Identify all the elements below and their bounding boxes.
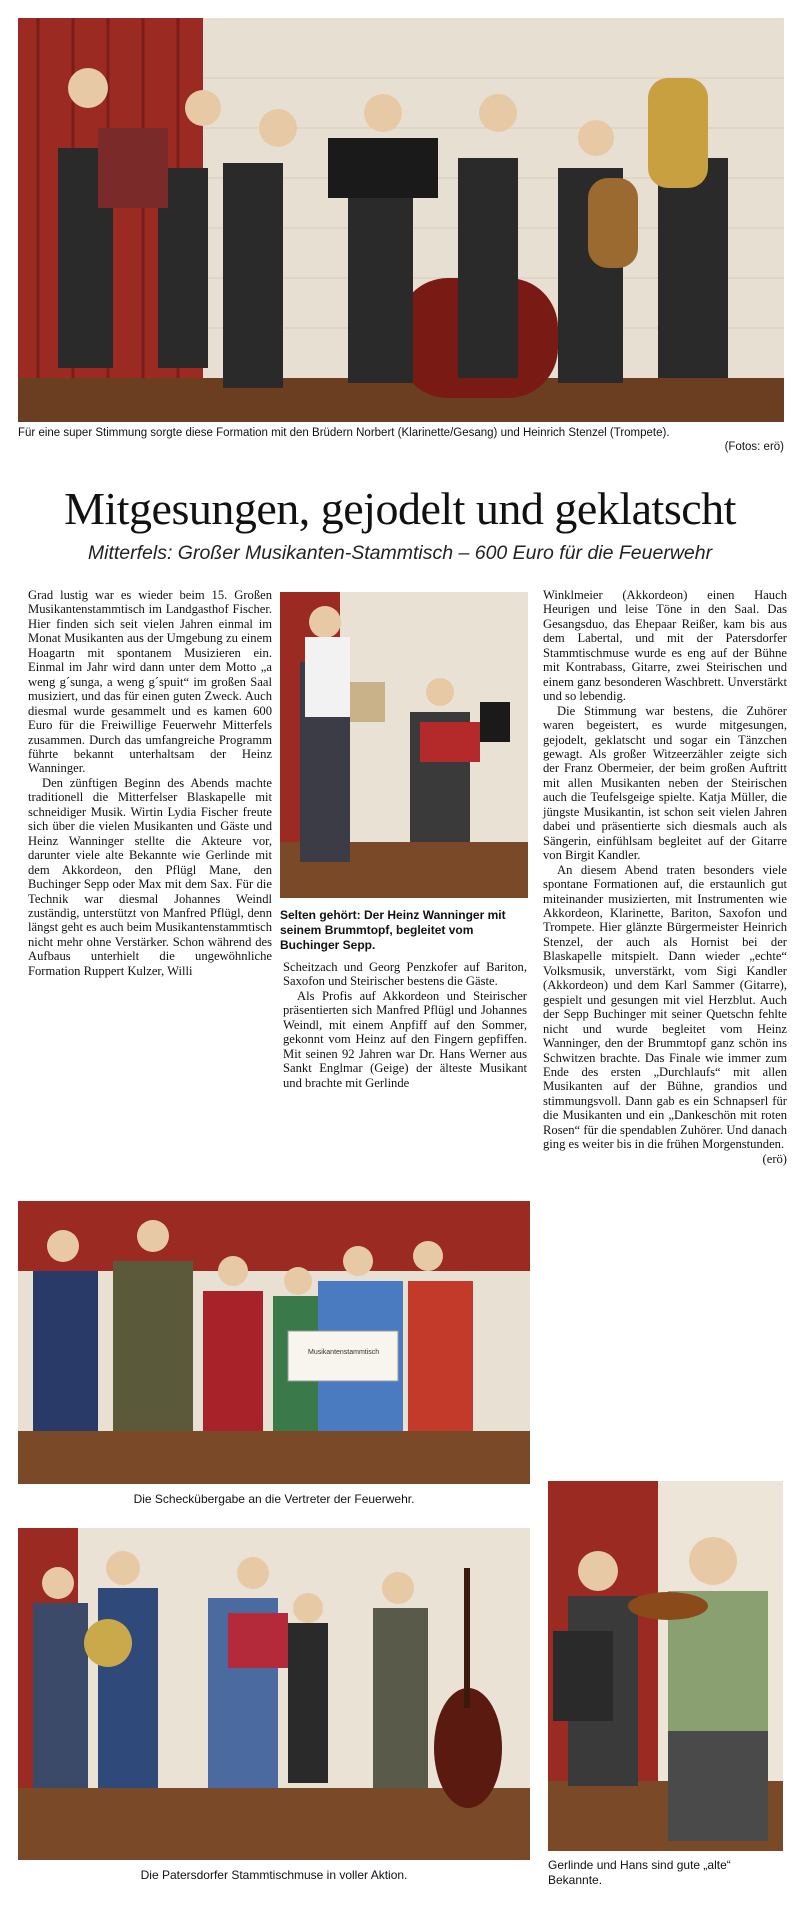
check-label: Musikantenstammtisch	[308, 1349, 380, 1356]
photo-gerlinde-hans	[548, 1481, 783, 1851]
article-column-3	[543, 588, 787, 1468]
photo-patersdorfer	[18, 1528, 530, 1860]
top-caption-text: Für eine super Stimmung sorgte diese Formation mit den Brüdern Norbert (Klarinette/Gesang) und Heinrich Stenzel (Trompete).	[18, 427, 670, 439]
top-caption	[18, 426, 784, 440]
author-signature: (erö)	[762, 1151, 787, 1166]
headline: Mitgesungen, gejodelt und geklatscht	[64, 483, 736, 534]
check-caption: Die Scheckübergabe an die Vertreter der Feuerwehr.	[133, 1492, 415, 1506]
paragraph: Scheitzach und Georg Penzkofer auf Bariton, Saxofon und Steirischer bestens die Gäste.	[283, 960, 527, 989]
paragraph: Den zünftigen Beginn des Abends machte traditionell die Mitterfelser Blaskapelle mit schneidiger Musik. Wirtin Lydia Fischer freute sich über die vielen Musikanten und Gäste und Heinz Wanninger stellte die Akteure vor, darunter viele alte Bekannte wie Gerlinde mit dem Akkordeon, den Pflügl Mane, den Buchinger Sepp oder Max mit dem Sax. Für die Technik war diesmal Johannes Weindl zuständig, unterstützt von Manfred Pflügl, denn längst geht es auch beim Musikantenstammtisch nicht mehr ohne Verstärker. Schon während des Aufbaus unterhielt die ungewöhnliche Formation Ruppert Kulzer, Willi	[28, 775, 272, 978]
photo-credit: (Fotos: erö)	[724, 441, 784, 453]
paragraph: An diesem Abend traten besonders viele spontane Formationen auf, die erstaunlich gut miteinander musizierten, mit Instrumenten wie Akkordeon, Klarinette, Bariton, Saxofon und Trompete. Hier glänzte Bürgermeister Heinrich Stenzel, der auch als Hornist bei der Blaskapelle mitspielt. Dann wieder „echte“ Volksmusik, unverstärkt, vom Sigi Kandler (Akkordeon) und dem Karl Sammer (Gitarre), gespielt und gesungen mit viel Herzblut. Auch der Sepp Buchinger mit seiner Quetschn fehlte nicht und wurde begleitet vom Heinz Wanninger, den der Brummtopf ganz schön ins Schwitzen brachte. Das Finale wie immer zum Ende des ersten „Durchlaufs“ mit allen Musikanten auf der Bühne, grandios und stimmungsvoll. Dann gab es ein Schnapserl für die Musikanten und ein „Dankeschön mit roten Rosen“ für die spendablen Zuhörer. Und danach ging es weiter bis in die frühen Morgenstunden.	[543, 862, 787, 1152]
photo-brummtopf	[280, 592, 528, 898]
bottom-left-caption: Die Patersdorfer Stammtischmuse in voller Aktion.	[140, 1868, 408, 1882]
bottom-right-caption: Gerlinde und Hans sind gute „alte“ Bekannte.	[548, 1858, 731, 1887]
photo-check-handover	[18, 1201, 530, 1484]
paragraph: Als Profis auf Akkordeon und Steirischer präsentierten sich Manfred Pflügl und Johannes Weindl, mit einem Anpfiff auf den Sommer, gekonnt vom Heinz auf den Fingern gepfiffen. Mit seinen 92 Jahren war Dr. Hans Werner aus Sankt Englmar (Geige) der älteste Musikant und brachte mit Gerlinde	[283, 988, 527, 1090]
article-column-1	[28, 588, 272, 1186]
paragraph: Die Stimmung war bestens, die Zuhörer waren begeistert, es wurde mitgesungen, gejodelt, geklatscht und sogar ein Tänzchen gewagt. Als großer Witzeerzähler zeigte sich der Franz Obermeier, der beim großen Auftritt mit allen Musikanten neben der Steirischen auch die Teufelsgeige spielte. Katja Müller, die jüngste Musikantin, ist schon seit vielen Jahren dabei und präsentierte sich diesmals auch als Sängerin, einfühlsam begleitet auf der Gitarre von Birgit Kandler.	[543, 703, 787, 863]
subheadline: Mitterfels: Großer Musikanten-Stammtisch – 600 Euro für die Feuerwehr	[87, 542, 713, 564]
paragraph: Winklmeier (Akkordeon) einen Hauch Heurigen und leise Töne in den Saal. Das Gesangsduo, das Ehepaar Reißer, kam bis aus dem Labertal, und mit der Patersdorfer Stammtischmuse wurde es eng auf der Bühne mit Kontrabass, Gitarre, zwei Steirischen und einem ganz besonderen Waschbrett. Unverstärkt und so lebendig.	[543, 588, 787, 704]
article-column-2	[283, 960, 527, 1186]
paragraph: Grad lustig war es wieder beim 15. Großen Musikantenstammtisch im Landgasthof Fischer. Hier finden sich seit vielen Jahren einmal im Monat Musikanten aus der Umgebung zu einem Hoagartn mit spontanem Musizieren ein. Einmal im Jahr wird dann unter dem Motto „a weng g´sunga, a weng g´spuit“ im großen Saal musiziert, und das für einen guten Zweck. Auch diesmal wurde gesammelt und es kamen 600 Euro für die Freiwillige Feuerwehr Mitterfels zusammen. Durch das umfangreiche Programm führte bekannt unterhaltsam der Heinz Wanninger.	[28, 588, 272, 776]
middle-caption: Selten gehört: Der Heinz Wanninger mit seinem Brummtopf, begleitet vom Buchinger Sepp.	[280, 908, 506, 952]
photo-band-top	[18, 18, 784, 422]
